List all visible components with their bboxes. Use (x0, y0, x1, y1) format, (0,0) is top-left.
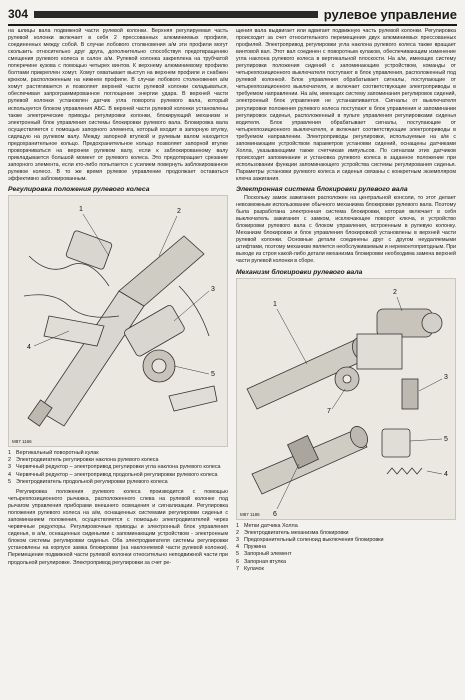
page-number: 304 (8, 7, 29, 21)
section2-title: Электронная система блокировки рулевого вала (236, 186, 408, 194)
figure2-legend (236, 523, 456, 573)
fig2-callout-4: 4 (444, 470, 448, 478)
fig2-callout-2: 2 (393, 288, 397, 296)
legend-item: 3 Червячный редуктор – электропривод регулировки угла наклона рулевого колеса (8, 464, 221, 471)
right-column (236, 28, 456, 700)
left-intro-paragraph: на шлицы вала подвижной части рулевой колонки. Верхняя регулируемая часть рулевой колонки включает в себя 2 прессованных алюминиевых профиля, соединенных между собой. В случае лобового столкновения а/м эти профили могут скользить относительно друг друга, дополнительно способствуя предотвращению смещения рулевого колеса в салон а/м. Рулевой колонка закреплена на трубчатой поперечине кузова с помощью четырех винтов. К верхнему алюминиевому профилю болтами прикреплен хомут. Хомут охватывает выступ на верхнем профиле и снабжен крюком, расположенным на нижнем профиле. В случае лобового столкновения а/м хомут растягивается и позволяет верхней части рулевой колонки складываться, обеспечивая запрограммированное поглощение энергии удара. В верхней части рулевой колонки установлен датчик угла поворота рулевого вала, который используется блоком управления АБС. В верхней части рулевой колонки установлены также электрические приводы регулировки колонки, блокирующий механизм и электронный блок управления системы блокировки рулевого вала. Блокировка вала осуществляется с помощью запорного элемента, который входит в запорную втулку, сидящую на рулевом валу. Между запорной втулкой и рулевым валом находится предохранительное кольцо. Предохранительное кольцо позволяет запорной втулке проворачиваться на верхнем рулевом валу, если к заблокированному валу прикладывается большой момент от рулевого колеса. Это предотвращает срезание запорного элемента, если кто-либо попытается с усилием повернуть заблокированное рулевое колесо. В то же время рулевое управление продолжает оставаться эффективно заблокированным. (8, 28, 228, 182)
figure1-code: M87 1166 (12, 439, 32, 445)
figure1-title: Регулировка положения рулевого колеса (8, 186, 150, 194)
section-title: рулевое управление (323, 6, 457, 22)
steering-lock-mechanism-figure (236, 278, 456, 520)
header-rule (34, 11, 318, 18)
legend-item: 7 Кулачок (236, 565, 264, 572)
steering-column-adjustment-figure (8, 195, 228, 447)
section2-paragraph: Поскольку замок зажигания расположен на центральной консоли, то этот делает невозможным использование обычного механизма блокировки рулевого вала. Поэтому была разработана электронная система блокировки, которая включает в себя выключатель зажигания с замком, исключающее поворот ключа, и устройство блокировки рулевого вала с блоком управления, встроенным в рулевую колонку. Механизм блокировки и блок управления блокировкой установлены в верхней части рулевой колонки. Основные детали соединены друг с другом неудаляемыми штифтами, поэтому механизм является необслуживаемым и неремонтопригодным. При выходе из строя какой-либо детали механизма блокировки необходима замена верхней части рулевой колонки в сборе. (236, 195, 456, 265)
legend-item: 4 Червячный редуктор – электропривод продольной регулировки рулевого колеса (8, 471, 218, 478)
fig2-callout-5: 5 (444, 435, 448, 443)
legend-item: 4 Пружина (236, 544, 267, 551)
legend-item: 1 Вертикальный поворотный кулак (8, 450, 99, 457)
figure1-legend (8, 450, 228, 486)
steering-column-drawing (9, 196, 227, 446)
legend-item: 2 Электродвигатель регулировки наклона рулевого колеса (8, 457, 159, 464)
fig2-callout-6: 6 (273, 510, 277, 518)
left-closing-paragraph: Регулировка положения рулевого колеса производится с помощью четырехпозиционного рычажка, расположенного слева на рулевой колонке под рычагом управления приборами внешнего освещения и сигнализации. Регулировка положения рулевого колеса на а/м, оснащенных системами регулировки сиденья с запоминанием положения, осуществляется с помощью электродвигателей через червячные редукторы. Регулировочные приводы и электронный блок управления сиденья, в а/м, оснащенных сиденьями с запоминающим устройством - электронным блоком системы регулировки сиденья. Оба электродвигателя системы регулировки установлены на корпусе замка блокировки (на наклоняемой части рулевой колонки). Перемещение подвижной части рулевой колонки относительно неподвижной части при продольной регулировке. Электропривод регулировки за счет ре- (8, 489, 228, 566)
legend-item: 6 Запорная втулка (236, 558, 287, 565)
fig1-callout-1: 1 (79, 206, 83, 214)
legend-item: 3 Предохранительный соленоид выключения блокировки (236, 536, 384, 543)
figure2-code: M87 1186 (240, 511, 260, 517)
legend-item: 1 Метки датчика Холла (236, 522, 298, 529)
fig1-callout-4: 4 (27, 344, 31, 352)
legend-item: 2 Электродвигатель механизма блокировки (236, 529, 349, 536)
page-header (8, 4, 457, 26)
legend-item: 5 Электродвигатель продольной регулировки рулевого колеса (8, 478, 168, 485)
fig2-callout-7: 7 (327, 407, 331, 415)
figure2-title: Механизм блокировки рулевого вала (236, 268, 363, 276)
fig1-callout-3: 3 (211, 286, 215, 294)
legend-item: 5 Запорный элемент (236, 551, 292, 558)
fig1-callout-5: 5 (211, 371, 215, 379)
left-column (8, 28, 228, 700)
fig2-callout-1: 1 (273, 300, 277, 308)
right-intro-paragraph: щения вала выдвигает или вдвигает подвижную часть рулевой колонки. Регулировка происходит за счет относительного перемещения двух алюминиевых прессованных профилей. Электропривод регулировки угла наклона рулевого колеса также вращает винтовой вал. Этот вал соединен с поворотным кулаком, обеспечивающим изменение угла наклона рулевого колеса в вертикальной плоскости. На а/м, имеющих систему регулировки положения сидений с запоминающим устройством, команды от четырехпозиционного выключателя поступают в блок управления, расположенный под рулевой колонкой. Блок управления обрабатывает сигналы, поступающие от четырехпозиционного выключателя, и включает соответствующие электроприводы в требуемом направлении. На а/м, имеющих систему запоминания регулировок сидений, электронный блок управления не устанавливается. Сигналы от выключателя регулировки положения рулевого колеса поступают в блок управления и запоминании регулировок сиденья, расположенный в пульте управления регулировками сиденья водителя. Блок управления обрабатывает сигналы, поступающие от четырехпозиционного выключателя, и включает соответствующие электроприводы в требуемом направлении. Электроприводы регулировки, используемые на а/м с запоминающим устройством параметров установки сидений, оснащены датчиками Холла, указывающими также счетчикам импульсов. По сигналам этих датчиков происходит запоминание и установка рулевого колеса в заданное положение при использовании функции запоминающего устройства системы регулирования сиденья. Параметры установки рулевого колеса и сиденья связаны с конкретным экземпляром ключа зажигания. (236, 28, 456, 182)
fig1-callout-2: 2 (177, 208, 181, 216)
steering-lock-drawing (237, 279, 455, 519)
fig2-callout-3: 3 (444, 373, 448, 381)
